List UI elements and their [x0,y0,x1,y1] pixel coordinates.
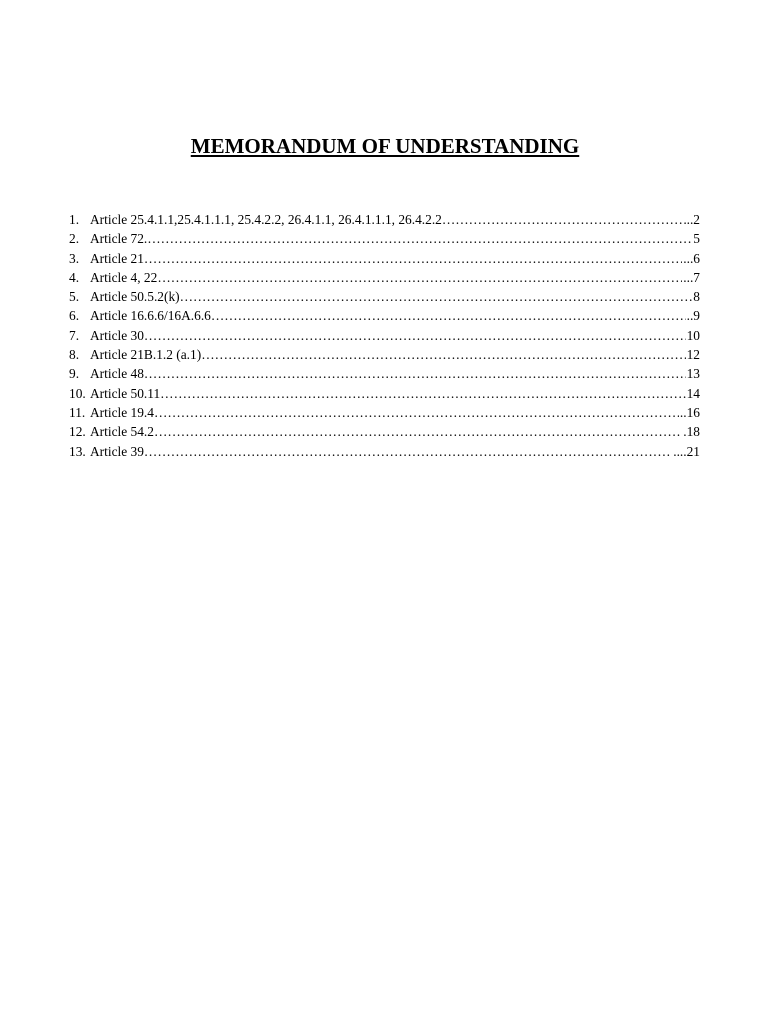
toc-leader-dots [144,364,686,383]
toc-entry-12 [69,422,700,441]
toc-label: Article 21 [90,250,144,266]
toc-page-number: ...6 [683,250,700,266]
toc-leader-dots [144,442,672,461]
toc-leader-dots [144,249,682,268]
toc-number: 11. [69,404,86,420]
toc-number: 5. [69,289,80,305]
toc-leader-dots [157,268,682,287]
toc-leader-dots [442,210,686,229]
toc-page-number: ..16 [679,404,700,420]
toc-label: Article 4, 22 [90,269,158,285]
toc-page-number: ..2 [686,212,700,227]
toc-leader-dots [160,384,685,403]
toc-label: Article 54.2 [90,424,154,440]
toc-label: Article 21B.1.2 (a.1) [90,347,202,363]
table-of-contents [69,210,700,461]
toc-label: Article 50.11 [90,385,161,401]
toc-number: 2. [69,231,80,247]
toc-leader-dots [211,306,686,325]
toc-number: 9. [69,366,80,382]
toc-entry-7 [69,326,700,345]
toc-label: Article 48 [90,366,144,382]
toc-entry-1 [69,210,700,229]
toc-page-number: 8 [693,289,700,305]
toc-page-number: ..9 [686,308,700,324]
toc-number: 8. [69,347,80,363]
toc-number: 1. [69,212,80,227]
toc-entry-11 [69,403,700,422]
toc-label: Article 50.5.2(k) [90,289,180,305]
toc-leader-dots [154,422,682,441]
toc-leader-dots [144,326,686,345]
toc-entry-13 [69,442,700,461]
document-title: MEMORANDUM OF UNDERSTANDING [190,134,580,158]
toc-leader-dots [154,403,679,422]
toc-entry-3 [69,249,700,268]
toc-number: 13. [69,443,86,459]
toc-leader-dots [180,287,693,306]
toc-entry-4 [69,268,700,287]
toc-page-number: 14 [686,385,700,401]
toc-entry-8 [69,345,700,364]
toc-number: 12. [69,424,86,440]
toc-leader-dots [201,345,685,364]
toc-page-number: ....21 [673,443,700,459]
toc-number: 10. [69,385,86,401]
toc-entry-9 [69,364,700,383]
toc-number: 3. [69,250,80,266]
toc-page-number: 5 [693,231,700,247]
toc-number: 6. [69,308,80,324]
toc-label: Article 30 [90,327,144,343]
toc-entry-5 [69,287,700,306]
toc-label: Article 25.4.1.1,25.4.1.1.1, 25.4.2.2, 26.4.1.1, 26.4.1.1.1, 26.4.2.2 [90,212,442,227]
toc-page-number: 10 [686,327,700,343]
toc-page-number: 12 [686,347,700,363]
toc-entry-10 [69,384,700,403]
toc-entry-2 [69,229,700,248]
toc-page-number: 13 [686,366,700,382]
toc-label: Article 19.4 [90,404,154,420]
toc-label: Article 16.6.6/16A.6.6 [90,308,211,324]
toc-page-number: .18 [683,424,700,440]
toc-number: 4. [69,269,80,285]
toc-page-number: ...7 [683,269,700,285]
toc-entry-6 [69,306,700,325]
toc-leader-dots [147,229,692,248]
toc-number: 7. [69,327,80,343]
toc-label: Article 72. [90,231,148,247]
toc-label: Article 39 [90,443,144,459]
